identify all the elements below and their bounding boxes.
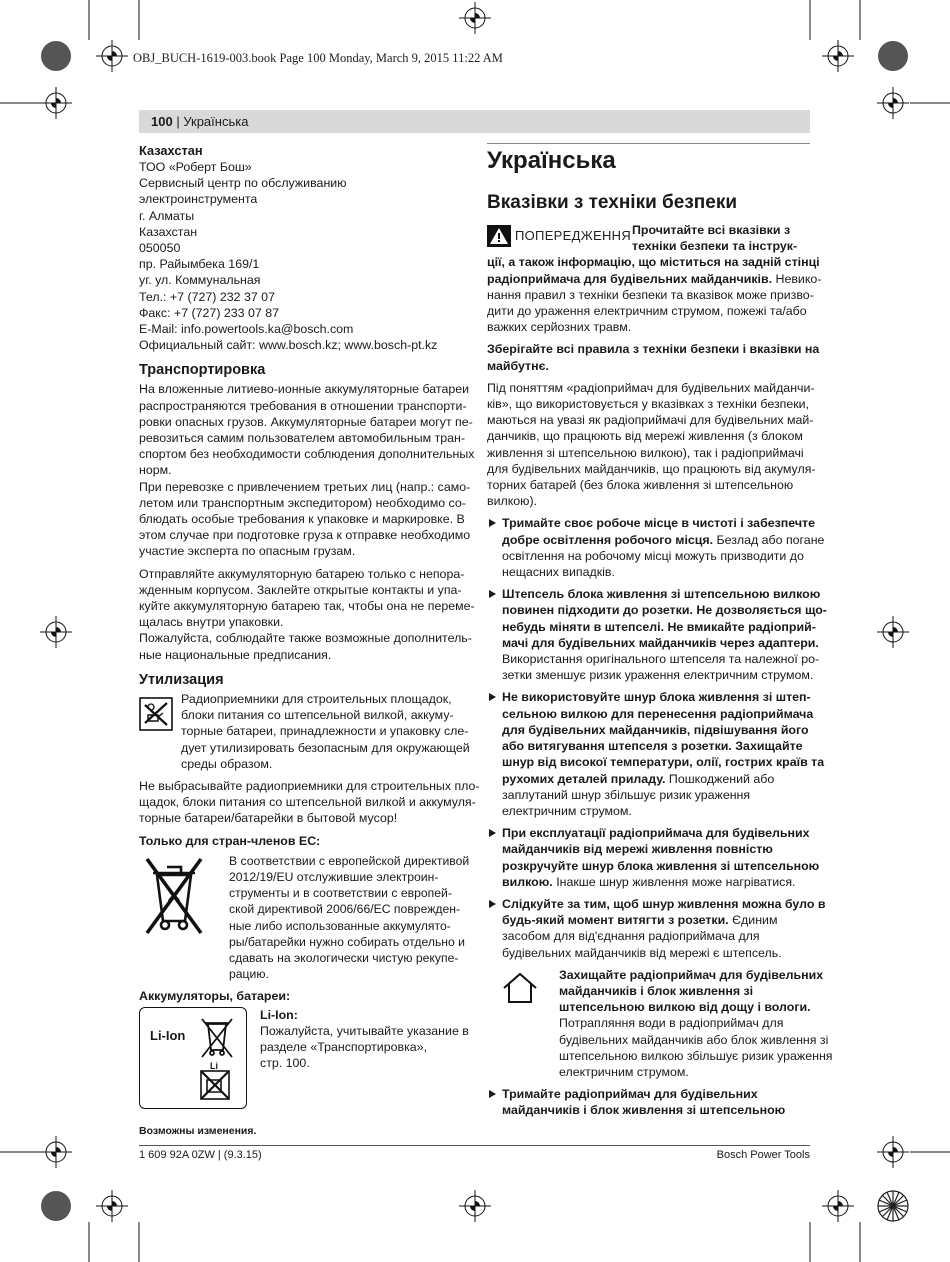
- text-line: штепсельною вилкою від дощу і вологи.: [559, 1000, 811, 1015]
- text-line: блоки питания со штепсельной вилкой, аккуму-: [181, 708, 454, 723]
- batt-block: [139, 1007, 469, 1109]
- text-line: майданчиків і блок живлення зі: [559, 983, 754, 998]
- text-line: При перевозке с привлечением третьих лиц (напр.: само-: [139, 479, 471, 494]
- text-line: Зберігайте всі правила з техніки безпеки і вказівки на: [487, 342, 820, 357]
- liion-label: Li-Ion: [150, 1027, 186, 1043]
- bullet-item: [487, 515, 825, 580]
- header-separator: |: [176, 114, 180, 129]
- warning-block: [487, 222, 822, 335]
- text-line: техніки безпеки та інструк-: [632, 239, 798, 254]
- text-line: ків», що використовується у вказівках з техніки безпеки,: [487, 397, 810, 412]
- text-line: нещасних випадків.: [502, 565, 615, 580]
- text-line: заплутаний шнур збільшує ризик ураження: [502, 787, 751, 802]
- kz-address: [139, 159, 461, 353]
- right-column: [487, 146, 833, 1119]
- text-line: данчиків, що працюють від мережі живлення (з блоком: [487, 429, 803, 444]
- text-line: майбутнє.: [487, 358, 549, 373]
- text-line: мачі для будівельних майданчиків через адаптери.: [502, 635, 819, 650]
- text-line: або витягування штепселя з розетки. Захищайте: [502, 739, 803, 754]
- kz-line: пр. Райымбека 169/1: [139, 257, 260, 272]
- text-line: шнур від високої температури, олії, гострих країв та: [502, 755, 825, 770]
- text-line: Інакше шнур живлення може нагріватися.: [552, 874, 796, 889]
- text-line: Пожалуйста, учитывайте указание в: [260, 1023, 469, 1038]
- text-line: нання правил з техніки безпеки та вказівок може призво-: [487, 287, 814, 302]
- text-line: будівельних майданчиків або блок живлення зі: [559, 1032, 829, 1047]
- disposal-block: [139, 691, 470, 772]
- text-line: ревозиться самим пользователем автомобильным тран-: [139, 431, 466, 446]
- text-line: радіоприймача для будівельних майданчиків.: [487, 271, 773, 286]
- text-line: блюдать особые требования к упаковке и маркировке. В: [139, 512, 465, 527]
- text-line: летом или транспортным экспедитором) необходимо со-: [139, 495, 466, 510]
- text-line: ції, а також інформацію, що міститься на задній стінці: [487, 255, 820, 270]
- text-line: майданчиків і блок живлення зі штепсельною: [502, 1103, 786, 1118]
- text-line: Тримайте радіоприймач для будівельних: [502, 1087, 758, 1102]
- text-line: вилкою).: [487, 494, 538, 509]
- text-line: ровки опасных грузов. Аккумуляторные батареи могут пе-: [139, 414, 473, 429]
- text-line: распространяются требования в отношении транспорти-: [139, 398, 467, 413]
- transport-heading: Транспортировка: [139, 362, 266, 379]
- text-line: торные батареи/батарейки в бытовой мусор!: [139, 811, 398, 826]
- text-line: Прочитайте всі вказівки з: [632, 223, 791, 237]
- text-line: 2012/19/EU отслужившие электроин-: [229, 869, 439, 884]
- text-line: Радиоприемники для строительных площадок,: [181, 691, 452, 706]
- text-line: щалась внутри упаковки.: [139, 615, 284, 630]
- text-line: електричним струмом.: [559, 1064, 689, 1079]
- text-line: норм.: [139, 463, 172, 478]
- bullet-item: [487, 825, 820, 890]
- liion-title: Li-Ion:: [260, 1007, 298, 1022]
- text-line: сельною вилкою для перенесення радіоприймача: [502, 706, 814, 721]
- text-line: зетки зменшує ризик ураження електричним струмом.: [502, 668, 814, 683]
- footer-brand: Bosch Power Tools: [716, 1149, 810, 1161]
- text-line: освітлення на робочому місці можуть призводити до: [502, 548, 804, 563]
- kz-line: E-Mail: info.powertools.ka@bosch.com: [139, 322, 354, 337]
- text-line: ные либо использованные аккумулято-: [229, 918, 451, 933]
- text-line: вилкою.: [502, 874, 553, 889]
- bullet-item: [487, 1086, 810, 1118]
- text-line: разделе «Транспортировка»,: [260, 1039, 428, 1054]
- column-rule: [487, 143, 810, 144]
- disposal-icon: [139, 691, 181, 772]
- text-line: живлення зі штепсельною вилкою), так і радіоприймачі: [487, 445, 804, 460]
- text-line: електричним струмом.: [502, 803, 632, 818]
- text-line: куйте аккумуляторную батарею так, чтобы она не переме-: [139, 599, 475, 614]
- text-line: жденным корпусом. Заклейте открытые контакты и упа-: [139, 582, 462, 597]
- text-line: Використання оригінального штепселя та належної ро-: [502, 652, 820, 667]
- text-line: небудь міняти в штепселі. Не вмикайте радіоприй-: [502, 619, 816, 634]
- text-line: среды образом.: [181, 756, 273, 771]
- text-line: важких серйозних травм.: [487, 320, 632, 335]
- file-slug: OBJ_BUCH-1619-003.book Page 100 Monday, March 9, 2015 11:22 AM: [133, 51, 503, 65]
- warning-triangle-icon: [487, 225, 511, 247]
- text-line: Потрапляння води в радіоприймач для: [559, 1016, 784, 1031]
- text-line: ры/батарейки нужно собирать отдельно и: [229, 934, 465, 949]
- header-language: Українська: [183, 114, 249, 129]
- text-line: торних батарей (без блока живлення зі штепсельною: [487, 478, 794, 493]
- text-line: Захищайте радіоприймач для будівельних: [559, 967, 824, 982]
- text-line: Пошкоджений або: [665, 771, 775, 786]
- kz-line: Факс: +7 (727) 233 07 87: [139, 305, 280, 320]
- eu-heading: Только для стран-членов ЕС:: [139, 833, 321, 848]
- kz-line: Официальный сайт: www.bosch.kz; www.bosch-pt.kz: [139, 338, 438, 353]
- transport-text: [139, 381, 475, 662]
- text-line: Єдиним: [728, 913, 778, 928]
- kz-line: Казахстан: [139, 224, 198, 239]
- text-line: Слідкуйте за тим, щоб шнур живлення можна було в: [502, 896, 826, 911]
- eu-block: [139, 853, 470, 983]
- kz-heading: Казахстан: [139, 143, 203, 158]
- text-line: розкручуйте шнур блока живлення зі штепсельною: [502, 858, 820, 873]
- bullet-item: [487, 896, 826, 961]
- text-line: струменты и в соответствии с европей-: [229, 886, 452, 901]
- text-line: для будівельних майданчиків, що працюють від акумуля-: [487, 461, 816, 476]
- kz-line: ТОО «Роберт Бош»: [139, 160, 252, 174]
- text-line: засобом для від'єднання радіоприймача для: [502, 929, 760, 944]
- text-line: для будівельних майданчиків, підвішування його: [502, 722, 809, 737]
- text-line: Невико-: [772, 271, 822, 286]
- safety-heading: Вказівки з техніки безпеки: [487, 192, 738, 213]
- text-line: штепсельною вилкою збільшує ризик ураження: [559, 1048, 833, 1063]
- text-line: маються на увазі як радіоприймачі для будівельних май-: [487, 413, 814, 428]
- text-line: дует утилизировать безопасным для окружающей: [181, 740, 470, 755]
- batt-heading: Аккумуляторы, батареи:: [139, 989, 291, 1004]
- text-line: будівельних майданчиків від мережі є штепсель.: [502, 945, 782, 960]
- text-line: Не выбрасывайте радиоприемники для строительных пло-: [139, 778, 480, 793]
- indoor-block: [487, 967, 833, 1080]
- text-line: участие эксперта по опасным грузам.: [139, 544, 356, 559]
- text-line: Тримайте своє робоче місце в чистоті і забезпечте: [502, 516, 815, 531]
- text-line: спортом без необходимости соблюдения дополнительных: [139, 447, 475, 462]
- text-line: Штепсель блока живлення зі штепсельною вилкою: [502, 587, 821, 602]
- kz-line: г. Алматы: [139, 208, 195, 223]
- kz-line: Тел.: +7 (727) 232 37 07: [139, 289, 275, 304]
- left-column: [139, 142, 480, 1139]
- footer-rule: [139, 1145, 810, 1146]
- text-line: Пожалуйста, соблюдайте также возможные дополнитель-: [139, 631, 472, 646]
- text-line: торные батареи, принадлежности и упаковку сле-: [181, 724, 469, 739]
- warning-label: ПОПЕРЕДЖЕННЯ: [515, 227, 632, 243]
- page-header: [151, 114, 248, 129]
- house-icon: [487, 967, 559, 1080]
- text-line: ской директивой 2006/66/ЕС поврежден-: [229, 902, 461, 917]
- text-line: ные национальные предписания.: [139, 647, 332, 662]
- text-line: дити до ураження електричним струмом, пожежі та/або: [487, 304, 807, 319]
- text-line: стр. 100.: [260, 1056, 310, 1071]
- text-line: этом случае при подготовке груза к отправке необходимо: [139, 528, 471, 543]
- kz-line: 050050: [139, 241, 181, 256]
- text-line: повинен підходити до розетки. Не дозволяється що-: [502, 603, 827, 618]
- text-line: рухомих деталей приладу.: [502, 771, 666, 786]
- subject-to-change: Возможны изменения.: [139, 1124, 257, 1137]
- text-line: Отправляйте аккумуляторную батарею только с непора-: [139, 566, 465, 581]
- text-line: На вложенные литиево-ионные аккумуляторные батареи: [139, 382, 470, 397]
- section-title: Українська: [487, 147, 616, 174]
- kz-line: Сервисный центр по обслуживанию электроинструмента: [139, 176, 347, 207]
- liion-symbol: [139, 1007, 247, 1109]
- text-line: При експлуатації радіоприймача для будівельних: [502, 826, 810, 841]
- page-number: 100: [151, 114, 173, 129]
- disposal-heading: Утилизация: [139, 671, 224, 688]
- text-line: Під поняттям «радіоприймач для будівельних майданчи-: [487, 380, 815, 395]
- crossed-bin-icon: [139, 853, 229, 983]
- bullet-item: [487, 689, 825, 819]
- text-line: В соответствии с европейской директивой: [229, 853, 470, 868]
- footer-code: 1 609 92A 0ZW | (9.3.15): [139, 1149, 262, 1161]
- text-line: рацию.: [229, 967, 269, 982]
- text-line: майданчиків від мережі живлення повністю: [502, 842, 773, 857]
- text-line: щадок, блоки питания со штепсельной вилкой и аккумуля-: [139, 795, 476, 810]
- kz-line: уг. ул. Коммунальная: [139, 273, 261, 288]
- text-line: Безлад або погане: [713, 532, 825, 547]
- li-small-label: Li: [210, 1060, 218, 1071]
- text-line: будь-який момент витягти з розетки.: [502, 913, 729, 928]
- text-line: Не використовуйте шнур блока живлення зі штеп-: [502, 690, 811, 705]
- text-line: добре освітлення робочого місця.: [502, 532, 714, 547]
- warning-badge: [487, 225, 632, 247]
- text-line: сдавать на экологически чистую рекупе-: [229, 950, 459, 965]
- bullet-item: [487, 586, 827, 683]
